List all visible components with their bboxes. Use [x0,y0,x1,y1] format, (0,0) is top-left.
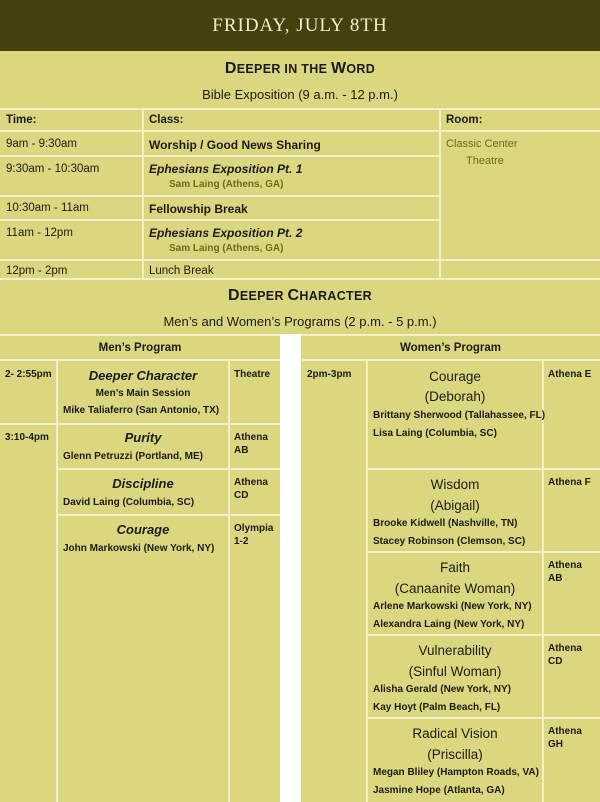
room-name: 1-2 [234,536,249,547]
session-class: Ephesians Exposition Pt. 1 [149,162,303,176]
room-name: CD [548,656,563,667]
session-class: Lunch Break [149,265,214,277]
session-speaker: Sam Laing (Athens, GA) [169,243,284,254]
room-name: CD [234,490,249,501]
column-header-room: Room: [446,114,483,126]
session-time: 10:30am - 11am [6,202,89,214]
session-subtitle: (Canaanite Woman) [394,581,516,596]
room-name: Olympia [234,523,274,534]
divider [366,551,600,553]
session-speaker: John Markowski (New York, NY) [63,543,215,554]
session-title: Courage [429,369,481,384]
divider [0,155,441,157]
session-class: Fellowship Break [149,202,248,216]
session-time: 12pm - 2pm [6,265,68,277]
divider [0,130,600,132]
room-name: Athena [548,726,582,737]
session-subtitle: (Deborah) [424,389,486,404]
session-time: 9am - 9:30am [6,138,77,150]
room-name: AB [234,445,249,456]
session-title: Radical Vision [412,726,498,741]
divider [0,108,600,110]
divider [228,359,230,802]
room-name: Classic Center [446,138,518,150]
room-name: Theatre [234,369,271,380]
session-speaker: Lisa Laing (Columbia, SC) [373,428,497,439]
session-speaker: Megan Bliley (Hampton Roads, VA) [373,767,539,778]
page-title: FRIDAY, JULY 8TH [0,0,600,51]
column-gap [280,334,301,802]
session-time: 2- 2:55pm [5,369,52,380]
session-subtitle: (Priscilla) [427,747,483,762]
divider [142,108,144,278]
divider [366,717,600,719]
room-name: Athena F [548,477,591,488]
session-class: Worship / Good News Sharing [149,138,321,152]
session-title: Purity [124,430,162,445]
session-title: Discipline [112,476,174,491]
divider [0,195,441,197]
room-name: Athena [548,643,582,654]
room-name: GH [548,739,563,750]
session-subtitle: (Abigail) [430,498,480,513]
divider [0,219,441,221]
column-header-class: Class: [149,114,184,126]
divider [439,108,441,278]
divider [0,423,280,425]
divider [56,359,58,802]
session-speaker: Jasmine Hope (Atlanta, GA) [373,785,505,796]
room-name: Athena [234,477,268,488]
room-name: Athena [548,560,582,571]
session-speaker: Mike Taliaferro (San Antonio, TX) [63,405,220,416]
session-title: Wisdom [430,477,480,492]
divider [366,634,600,636]
section-subtitle-deeper-word: Bible Exposition (9 a.m. - 12 p.m.) [202,87,398,102]
session-time: 3:10-4pm [5,432,49,443]
womens-program-heading: Women’s Program [400,342,501,354]
divider [56,514,280,516]
divider [542,359,544,802]
session-title: Deeper Character [88,368,198,383]
room-name: AB [548,573,563,584]
divider [0,259,600,261]
session-speaker: Stacey Robinson (Clemson, SC) [373,536,526,547]
session-speaker: Brittany Sherwood (Tallahassee, FL) [373,410,546,421]
session-speaker: Kay Hoyt (Palm Beach, FL) [373,702,501,713]
room-name: Athena [234,432,268,443]
session-subtitle: (Sinful Woman) [408,664,502,679]
session-speaker: Sam Laing (Athens, GA) [169,179,284,190]
session-speaker: Glenn Petruzzi (Portland, ME) [63,451,204,462]
mens-program-heading: Men’s Program [98,342,182,354]
room-name: Theatre [466,155,504,167]
divider [0,278,600,280]
session-time: 9:30am - 10:30am [6,163,100,175]
session-speaker: Brooke Kidwell (Nashville, TN) [373,518,518,529]
section-title-deeper-word: DEEPER IN THE WORD [224,60,376,77]
column-header-time: Time: [6,114,37,126]
divider [56,468,280,470]
session-title: Vulnerability [418,643,492,658]
section-subtitle-deeper-character: Men’s and Women’s Programs (2 p.m. - 5 p.m.) [163,314,437,329]
session-title: Courage [116,522,170,537]
session-subtitle: Men’s Main Session [95,388,191,399]
divider [366,468,600,470]
session-speaker: David Laing (Columbia, SC) [63,497,195,508]
session-time: 11am - 12pm [6,227,73,239]
session-title: Faith [439,560,470,575]
session-speaker: Alisha Gerald (New York, NY) [373,684,512,695]
room-name: Athena E [548,369,592,380]
section-title-deeper-character: DEEPER CHARACTER [228,287,372,304]
session-time: 2pm-3pm [307,369,352,380]
session-speaker: Alexandra Laing (New York, NY) [373,619,525,630]
session-class: Ephesians Exposition Pt. 2 [149,226,303,240]
session-speaker: Arlene Markowski (New York, NY) [373,601,532,612]
